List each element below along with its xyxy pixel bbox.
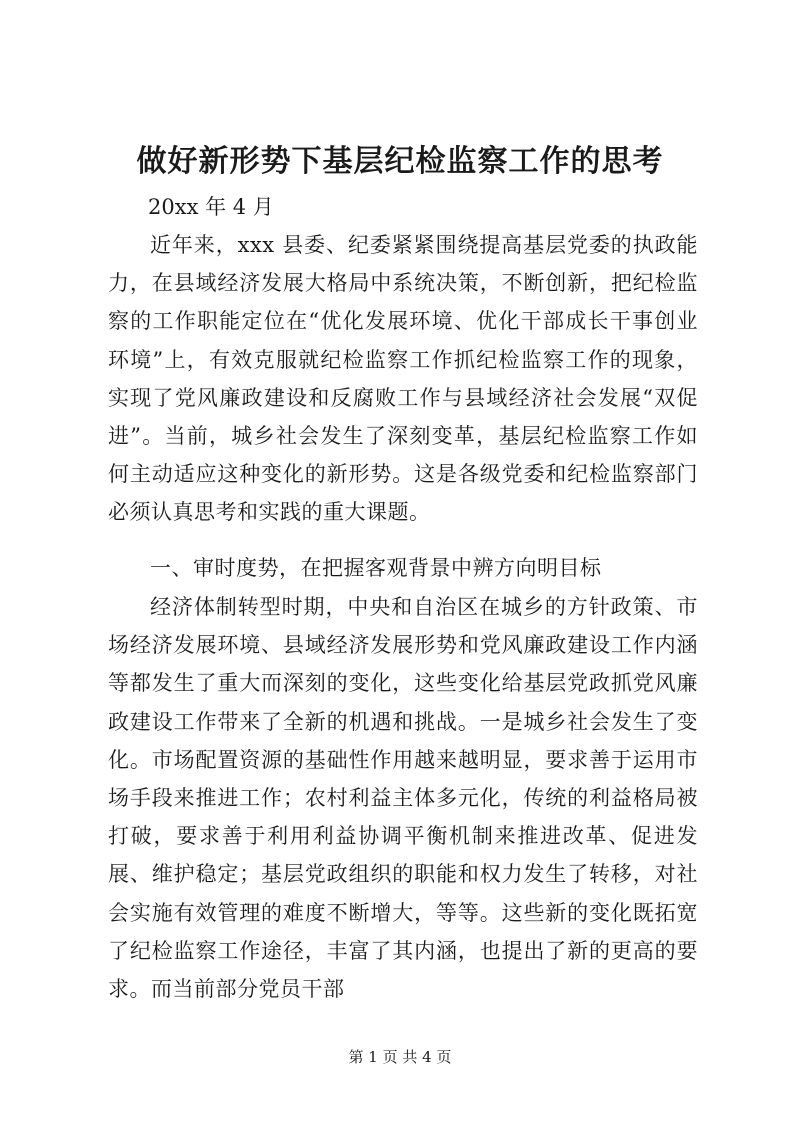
- document-date: 20xx 年 4 月: [148, 195, 274, 219]
- section-heading-1: 一、审时度势，在把握客观背景中辨方向明目标: [150, 556, 602, 580]
- document-title: 做好新形势下基层纪检监察工作的思考: [136, 144, 664, 179]
- paragraph-section-1: 经济体制转型时期，中央和自治区在城乡的方针政策、市场经济发展环境、县域经济发展形势和党风廉政建设工作内涵等都发生了重大而深刻的变化，这些变化给基层党政抓党风廉政建设工作带来了全新的机遇和挑战。一是城乡社会发生了变化。市场配置资源的基础性作用越来越明显，要求善于运用市场手段来推进工作；农村利益主体多元化，传统的利益格局被打破，要求善于利用利益协调平衡机制来推进改革、促进发展、维护稳定；基层党政组织的职能和权力发生了转移，对社会实施有效管理的难度不断增大，等等。这些新的变化既拓宽了纪检监察工作途径，丰富了其内涵，也提出了新的更高的要求。而当前部分党员干部: [108, 595, 698, 1002]
- paragraph-intro: 近年来，xxx 县委、纪委紧紧围绕提高基层党委的执政能力，在县域经济发展大格局中系统决策，不断创新，把纪检监察的工作职能定位在“优化发展环境、优化干部成长干事创业环境”上，有效克服就纪检监察工作抓纪检监察工作的现象，实现了党风廉政建设和反腐败工作与县域经济社会发展“双促进”。当前，城乡社会发生了深刻变革，基层纪检监察工作如何主动适应这种变化的新形势。这是各级党委和纪检监察部门必须认真思考和实践的重大课题。: [108, 233, 698, 525]
- page-footer: 第 1 页 共 4 页: [348, 1048, 452, 1066]
